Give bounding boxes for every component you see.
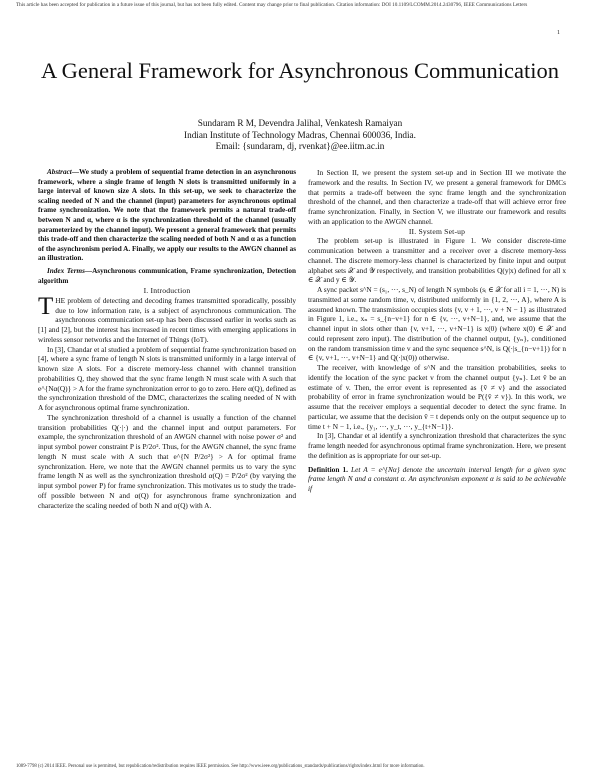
intro-paragraph-3: The synchronization threshold of a channel is usually a function of the channel transition probabilities Q(·|·) and the channel input and output parameters. For example, the synchronization threshold of an AWGN channel with noise power σ² and input symbol power constraint P is P/2σ². Thus, for the AWGN channel, the sync frame length N must scale with A such that e^{N P/2σ²} > A for optimal frame synchronization. Here, we note that the AWGN channel permits us to vary the sync frame length N as well as the synchronization threshold α(Q) = P/2σ² (by varying the input symbol power P) for frame synchronization. This motivates us to study the trade-off possible between N and α(Q) for asynchronous frame synchronization and characterize the scaling needed of both N and α(Q) with A. [38, 412, 296, 510]
setup-paragraph-4: In [3], Chandar et al identify a synchronization threshold that characterizes the sync frame length needed for asynchronous optimal frame synchronization. Here, we present the definition as is appropriate for our set-up. [308, 431, 566, 460]
definition-lead: Definition 1. [308, 464, 348, 474]
right-column [308, 168, 566, 494]
paper-title: A General Framework for Asynchronous Communication [40, 58, 560, 83]
section-heading-system-setup: II. System Set-up [408, 226, 466, 236]
intro-paragraph-1-text: HE problem of detecting and decoding frames transmitted sporadically, possibly due to low information rate, is a subject of asynchronous communication. The asynchronous communication set-up has been discussed earlier in works such as [1] and [2], but the interest has increased in recent times with emerging applications in wireless sensor networks and the Internet of Things (IoT). [38, 295, 296, 344]
author-affiliation: Indian Institute of Technology Madras, Chennai 600036, India. [184, 129, 416, 140]
drop-cap: T [38, 292, 54, 320]
outline-paragraph: In Section II, we present the system set-up and in Section III we motivate the framework and the results. In Section IV, we present a general framework for DMCs that permits a trade-off between the sync frame length and the synchronization threshold of the channel, and then characterize a trade-off that will achieve error free frame synchronization. Finally, in Section V, we illustrate our framework and results with an application to the AWGN channel. [308, 168, 566, 226]
abstract-text: —We study a problem of sequential frame detection in an asynchronous framework, where a single frame of length N slots is transmitted uniformly in a large interval of known size A slots. In this set-up, we seek to characterize the scaling needed of N and the channel (input) parameters for asynchronous optimal frame synchronization. We note that the framework permits a natural trade-off between N and α, where α is the synchronization threshold of the channel (usually parameterized by the channel input). We present a general framework that permits this trade-off and then characterize the scaling needed of both N and α as a function of the asynchronism period A. Finally, we apply our results to the AWGN channel as an illustration. [38, 168, 296, 263]
author-names: Sundaram R M, Devendra Jalihal, Venkatesh Ramaiyan [197, 118, 403, 128]
definition-1 [308, 465, 566, 494]
section-heading-introduction: I. Introduction [143, 286, 191, 296]
abstract-lead: Abstract [47, 168, 72, 176]
left-column [38, 168, 296, 510]
author-email: Email: {sundaram, dj, rvenkat}@ee.iitm.ac.in [215, 141, 385, 151]
index-terms-lead: Index Terms [47, 266, 85, 275]
setup-paragraph-2: A sync packet s^N = (s₁, ···, s_N) of length N symbols (sᵢ ∈ 𝒳 for all i = 1, ···, N) is transmitted at some random time, v, distributed uniformly in {1, 2, ···, A}, where A is assumed known. The transmission occupies slots {v, v + 1, ···, v + N − 1} as illustrated in Figure 1, i.e., xₙ = s_{n−v+1} for n ∈ {v, ···, v+N−1}, and, we assume that the channel input in slots other than {v, v+1, ···, v+N−1} is x(0) (where x(0) ∈ 𝒳 and could represent zero input). The distribution of the channel output, {yₙ}, conditioned on the random transmission time v and the sync sequence s^N, is Q(·|s_{n−v+1}) for n ∈ {v, v+1, ···, v+N−1} and Q(·|x(0)) otherwise. [308, 285, 566, 363]
setup-paragraph-3: The receiver, with knowledge of s^N and the transition probabilities, seeks to identify the location of the sync packet v from the channel output {yₙ}. Let v̂ be an estimate of v. Then, the error event is represented as {v̂ ≠ v} and the associated probability of error in frame synchronization would be P({v̂ ≠ v}). In this work, we assume that the receiver employs a sequential decoder to detect the sync frame. In particular, we assume that the decision v̂ = t depends only on the output sequence up to time t + N − 1, i.e., {y₁, ···, y_t, ···, y_{t+N−1}}. [308, 363, 566, 431]
intro-paragraph-2: In [3], Chandar et al studied a problem of sequential frame synchronization based on [4], where a sync frame of length N slots is transmitted uniformly in a large interval of known size A slots. For a discrete memory-less channel with channel transition probabilities Q, they showed that the sync frame length N must scale with A such that e^{Nα(Q)} > A for the frame synchronization error to go to zero. Here α(Q), defined as the synchronization threshold of the DMC, characterizes the scaling needed of N with A for asynchronous optimal frame synchronization. [38, 344, 296, 413]
index-terms-text: —Asynchronous communication, Frame synchronization, Detection algorithm [38, 266, 296, 285]
abstract [38, 168, 296, 264]
author-block [40, 118, 560, 153]
index-terms [38, 267, 296, 286]
copyright-footer: 1089-7798 (c) 2014 IEEE. Personal use is permitted, but republication/redistribution requires IEEE permission. See http://www.ieee.org/publications_standards/publications/rights/index.html for more information. [16, 764, 425, 769]
intro-paragraph-1 [38, 292, 296, 345]
page-number: 1 [557, 30, 560, 36]
journal-banner: This article has been accepted for publication in a future issue of this journal, but has not been fully edited. Content may change prior to final publication. Citation information: DOI 10.1109/LCOMM.2014.2430796, IEEE Communications Letters [16, 2, 528, 8]
setup-paragraph-1: The problem set-up is illustrated in Figure 1. We consider discrete-time communication between a transmitter and a receiver over a discrete memory-less channel. The discrete memory-less channel is characterized by finite input and output alphabet sets 𝒳 and 𝒴 respectively, and transition probabilities Q(y|x) defined for all x ∈ 𝒳 and y ∈ 𝒴. [308, 236, 566, 285]
definition-text: Let A = e^{Nα} denote the uncertain interval length for a given sync frame length N and a constant α. An asynchronism exponent α is said to be achievable if [308, 464, 567, 493]
